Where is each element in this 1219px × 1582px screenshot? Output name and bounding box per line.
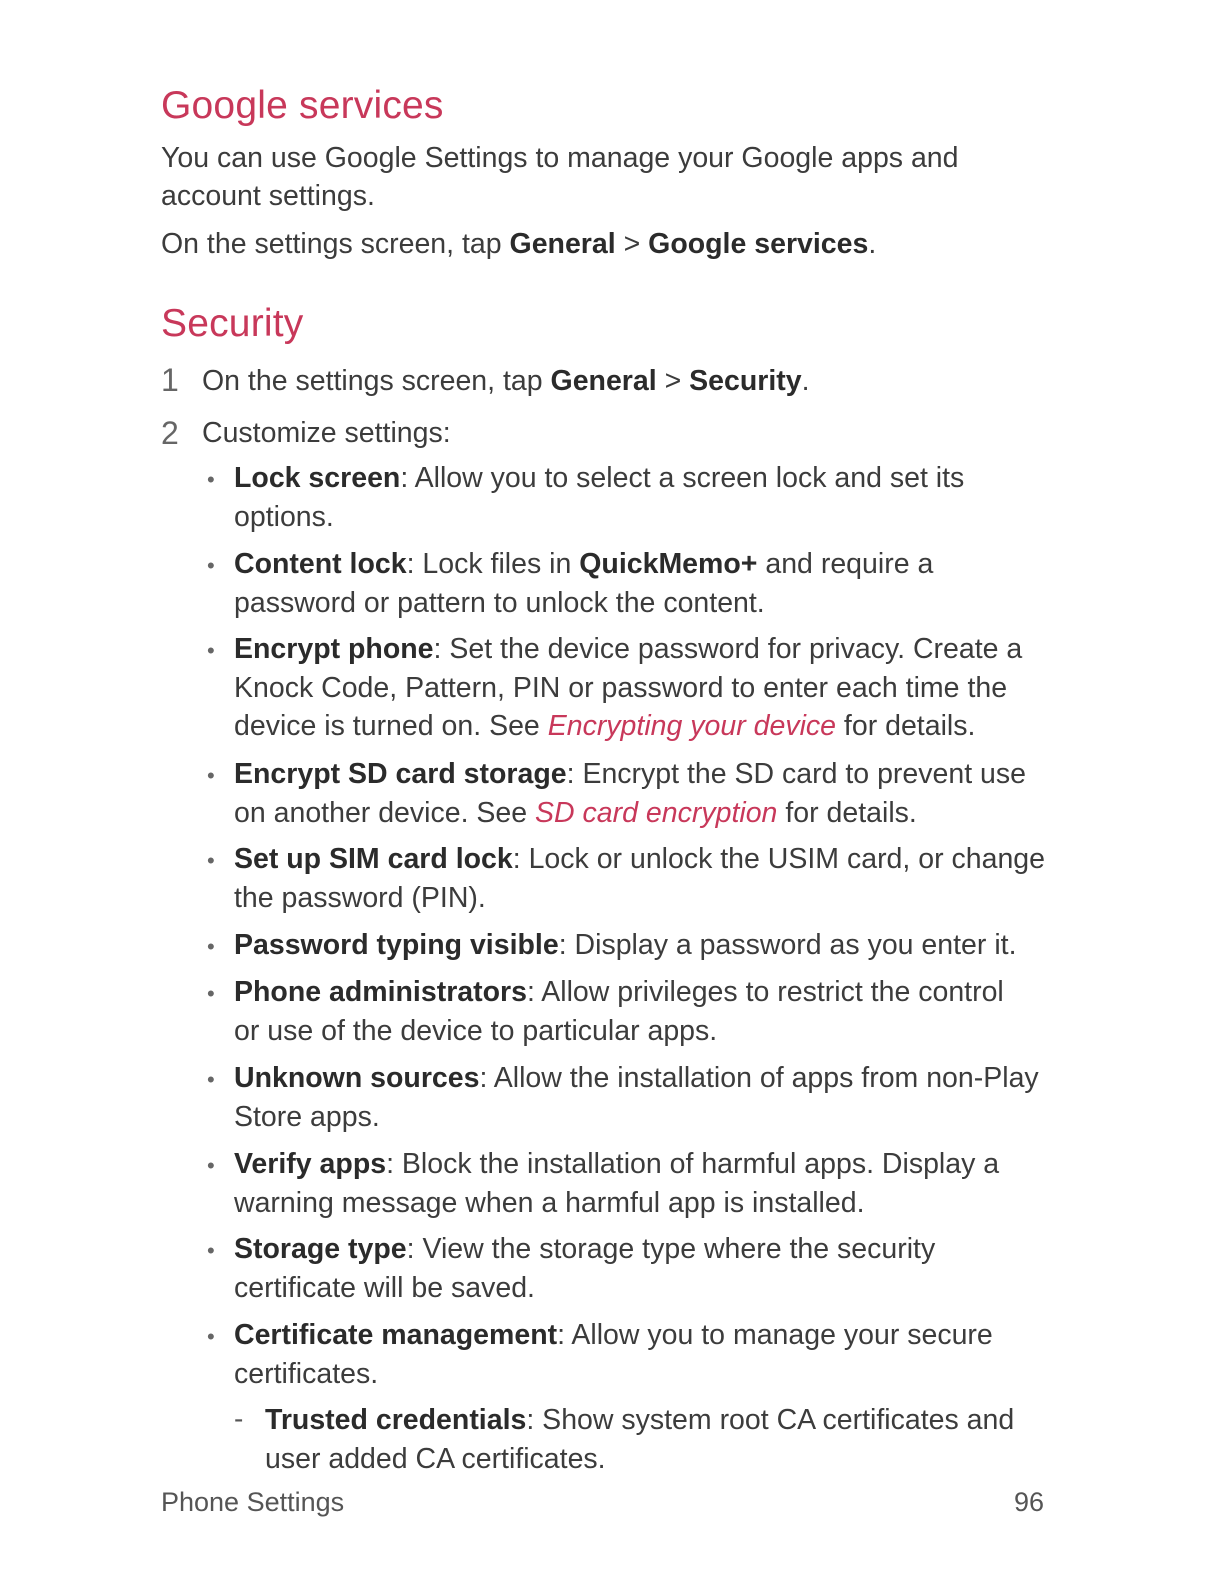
bullet-icon: • — [207, 1153, 215, 1178]
general-menu-ref: General — [509, 228, 616, 260]
bullet-icon: • — [207, 467, 215, 492]
sd-card-encryption-link[interactable]: SD card encryption — [535, 796, 778, 829]
setting-certificate-management: Certificate management: Allow you to manage your secure certificates. — [234, 1319, 993, 1390]
page-number: 96 — [1013, 1487, 1044, 1517]
dash-icon: - — [234, 1403, 244, 1434]
bullet-icon: • — [207, 763, 215, 788]
security-heading: Security — [161, 302, 304, 345]
setting-unknown-sources: Unknown sources: Allow the installation of apps from non-Play Store apps. — [234, 1062, 1039, 1133]
google-services-menu-ref: Google services — [648, 228, 869, 260]
bullet-icon: • — [207, 934, 215, 959]
google-services-description-cont: account settings. — [161, 180, 375, 212]
bullet-icon: • — [207, 638, 215, 663]
step-number-1: 1 — [161, 362, 179, 398]
setting-password-typing-visible: Password typing visible: Display a password as you enter it. — [234, 929, 1017, 961]
step-1-text: On the settings screen, tap General > Security. — [202, 365, 810, 397]
step-number-2: 2 — [161, 415, 179, 451]
setting-verify-apps: Verify apps: Block the installation of harmful apps. Display a warning message when a harmful app is installed. — [234, 1148, 1000, 1219]
bullet-icon: • — [207, 848, 215, 873]
step-2-text: Customize settings: — [202, 417, 451, 449]
google-services-heading: Google services — [161, 84, 444, 127]
setting-encrypt-phone: Encrypt phone: Set the device password for privacy. Create a Knock Code, Pattern, PIN or password to enter each time the device is turned on. See Encrypting your device for details. — [234, 633, 1023, 742]
google-services-instruction: On the settings screen, tap General > Google services. — [161, 228, 877, 260]
bullet-icon: • — [207, 553, 215, 578]
bullet-icon: • — [207, 981, 215, 1006]
footer-section-name: Phone Settings — [161, 1487, 345, 1517]
setting-encrypt-sd-card: Encrypt SD card storage: Encrypt the SD card to prevent use on another device. See SD card encryption for details. — [234, 758, 1027, 829]
setting-content-lock: Content lock: Lock files in QuickMemo+ and require a password or pattern to unlock the content. — [234, 548, 934, 619]
setting-sim-card-lock: Set up SIM card lock: Lock or unlock the USIM card, or change the password (PIN). — [234, 843, 1046, 914]
bullet-icon: • — [207, 1238, 215, 1263]
google-services-description: You can use Google Settings to manage your Google apps and — [161, 142, 959, 174]
setting-phone-administrators: Phone administrators: Allow privileges to restrict the control or use of the device to particular apps. — [234, 976, 1004, 1047]
setting-storage-type: Storage type: View the storage type where the security certificate will be saved. — [234, 1233, 936, 1304]
encrypting-your-device-link[interactable]: Encrypting your device — [547, 710, 837, 742]
bullet-icon: • — [207, 1067, 215, 1092]
setting-lock-screen: Lock screen: Allow you to select a screen lock and set its options. — [234, 462, 965, 533]
bullet-icon: • — [207, 1324, 215, 1349]
setting-trusted-credentials: Trusted credentials: Show system root CA certificates and user added CA certificates. — [265, 1404, 1015, 1475]
